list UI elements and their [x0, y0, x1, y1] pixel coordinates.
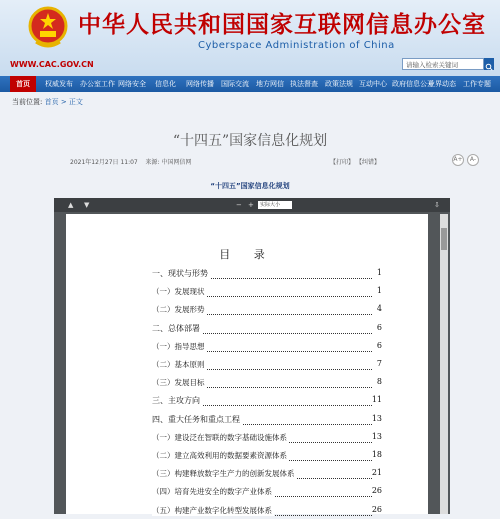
article-source: 来源: 中国网信网: [145, 159, 192, 166]
breadcrumb: [12, 97, 83, 107]
toc-item[interactable]: [152, 468, 382, 482]
toc-item-title: （一）指导思想: [152, 341, 205, 351]
national-emblem-icon: [28, 6, 68, 50]
toc-item-page: 1: [376, 268, 382, 277]
toc-item-page: 13: [371, 431, 382, 441]
download-icon[interactable]: ⇩: [434, 201, 440, 209]
nav-item-cybersecurity[interactable]: 网络安全: [118, 80, 146, 88]
article-date: 2021年12月27日 11:07: [70, 159, 138, 166]
toc-heading: 目 录: [219, 248, 275, 261]
article-actions: [330, 157, 380, 166]
nav-item-policy[interactable]: 政策法规: [325, 80, 353, 88]
toc-item[interactable]: [152, 304, 382, 318]
nav-item-international[interactable]: 国际交流: [221, 80, 249, 88]
toc-item-title: （二）发展形势: [152, 305, 205, 315]
toc-item[interactable]: [152, 414, 382, 428]
font-smaller-button[interactable]: A-: [467, 154, 479, 166]
toc-item-title: （三）发展目标: [152, 378, 205, 388]
toc-item[interactable]: [152, 359, 382, 373]
toc-item-page: 26: [371, 504, 382, 514]
toc-item-page: 13: [371, 413, 382, 423]
nav-item-gov-info[interactable]: 政府信息公开: [392, 80, 434, 88]
toc-item-page: 18: [371, 450, 382, 459]
toc-item-title: （一）建设泛在智联的数字基础设施体系: [152, 432, 287, 442]
toc-item-page: 26: [371, 486, 382, 496]
toc-item-title: 一、现状与形势: [152, 269, 208, 278]
nav-item-informatization[interactable]: 信息化: [155, 80, 176, 88]
toc-item-page: 4: [376, 304, 382, 314]
nav-item-interaction[interactable]: 互动中心: [359, 80, 387, 88]
toc-item[interactable]: [152, 286, 382, 300]
zoom-select[interactable]: 实际大小: [258, 201, 292, 209]
nav-item-communication[interactable]: 网络传播: [186, 80, 214, 88]
toc-item-title: （二）基本原则: [152, 360, 205, 369]
next-page-icon[interactable]: ▼: [84, 201, 90, 209]
toc-item-title: （五）构建产业数字化转型发展体系: [152, 505, 272, 515]
prev-page-icon[interactable]: ▲: [68, 201, 74, 209]
toc-item-page: 7: [376, 359, 382, 368]
document-subtitle: “十四五”国家信息化规划: [210, 182, 290, 190]
site-title: 中华人民共和国国家互联网信息办公室: [78, 11, 486, 38]
search-icon: [484, 61, 494, 73]
nav-item-home[interactable]: 首页: [10, 76, 36, 92]
toc-item-title: （一）发展现状: [152, 287, 205, 297]
zoom-in-icon[interactable]: +: [248, 201, 254, 209]
site-domain[interactable]: WWW.CAC.GOV.CN: [10, 60, 94, 69]
nav-item-releases[interactable]: 权威发布: [45, 80, 73, 88]
toc-item-title: 四、重大任务和重点工程: [152, 414, 240, 424]
scrollbar[interactable]: [440, 214, 448, 514]
toc-item[interactable]: [152, 377, 382, 391]
toc-item[interactable]: [152, 268, 382, 282]
toc-item[interactable]: [152, 432, 382, 446]
toc-item-page: 8: [376, 377, 382, 387]
toc-item[interactable]: [152, 486, 382, 500]
toc-item[interactable]: [152, 450, 382, 464]
toc-item[interactable]: [152, 341, 382, 355]
pdf-viewer: [54, 198, 450, 514]
print-link[interactable]: 【打印】: [330, 159, 355, 166]
nav-item-topics[interactable]: 工作专题: [463, 80, 491, 88]
toc-item[interactable]: [152, 505, 382, 519]
article-meta: [70, 157, 191, 166]
site-header: [0, 0, 500, 76]
pdf-page: [66, 214, 428, 514]
toc-item-page: 21: [371, 468, 382, 478]
toc-item[interactable]: [152, 395, 382, 409]
font-larger-button[interactable]: A+: [452, 154, 464, 166]
zoom-out-icon[interactable]: −: [236, 201, 242, 209]
breadcrumb-prefix: 当前位置:: [12, 98, 43, 106]
article-title: “十四五”国家信息化规划: [172, 133, 328, 149]
nav-item-enforcement[interactable]: 执法督查: [290, 80, 318, 88]
scrollbar-thumb[interactable]: [441, 228, 447, 250]
site-title-english: Cyberspace Administration of China: [198, 40, 395, 51]
main-nav: [0, 76, 500, 92]
correction-link[interactable]: 【纠错】: [355, 159, 380, 166]
toc-item-title: （二）建立高效利用的数据要素资源体系: [152, 451, 287, 460]
pdf-toolbar: [54, 198, 450, 212]
search-button[interactable]: [484, 58, 494, 70]
nav-item-industry[interactable]: 业界动态: [428, 80, 456, 88]
search-input[interactable]: 请输入检索关键词: [402, 58, 484, 70]
toc-item-page: 11: [371, 395, 382, 405]
toc-item-page: 1: [376, 286, 382, 296]
toc-item-title: （四）培育先进安全的数字产业体系: [152, 487, 272, 497]
toc-item-page: 6: [376, 340, 382, 350]
toc-item-page: 6: [376, 322, 382, 332]
toc-item-title: （三）构建释放数字生产力的创新发展体系: [152, 469, 295, 479]
toc-item[interactable]: [152, 323, 382, 337]
breadcrumb-path[interactable]: 首页 > 正文: [44, 98, 83, 106]
nav-item-office-work[interactable]: 办公室工作: [80, 80, 115, 88]
toc-item-title: 二、总体部署: [152, 323, 200, 333]
toc-item-title: 三、主攻方向: [152, 396, 200, 406]
nav-item-local[interactable]: 地方网信: [256, 80, 284, 88]
